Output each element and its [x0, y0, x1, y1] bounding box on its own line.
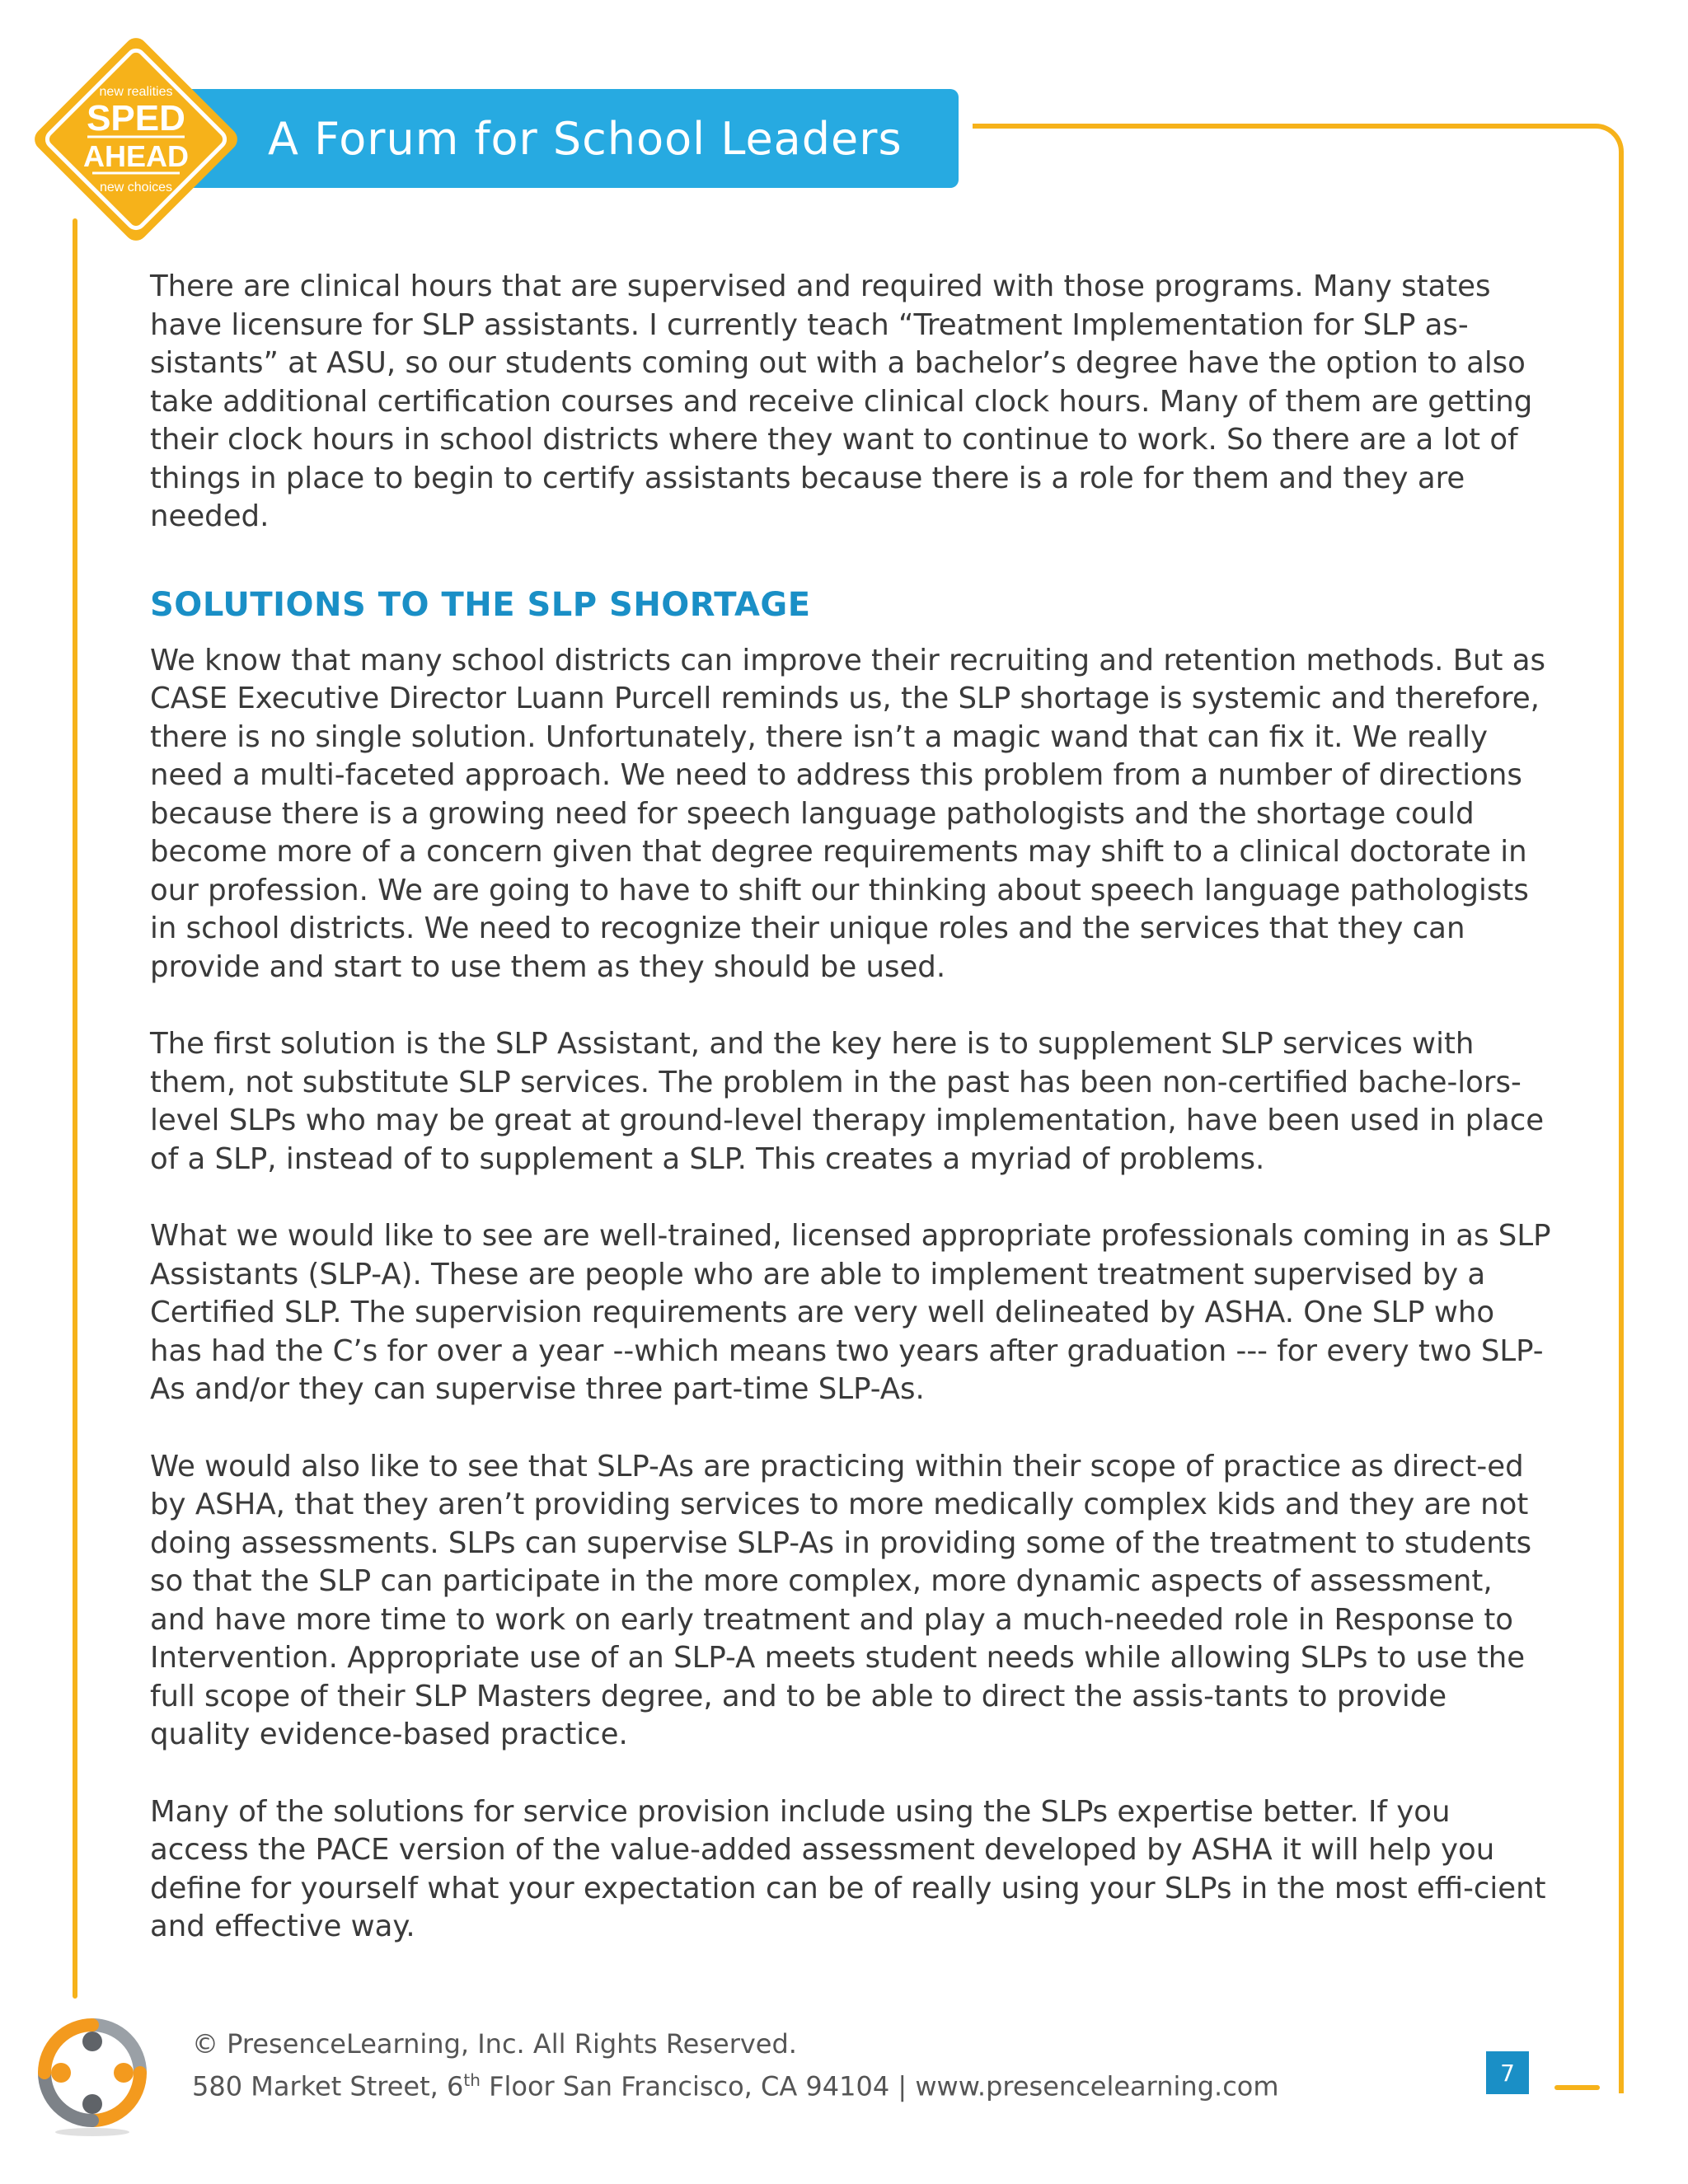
logo-word-ahead: AHEAD — [82, 139, 190, 173]
presencelearning-logo-icon — [35, 2015, 150, 2139]
paragraph-1: We know that many school districts can improve their recruiting and retention methods. But as CASE Executive Director Luann Purcell reminds us, the SLP shortage is systemic and therefore, there is no single solution. Unfortunately, there isn’t a magic wand that can fix it. We really need a multi-faceted approach. We need to address this problem from a number of directions because there is a growing need for speech language pathologists and the shortage could become more of a concern given that degree requirements may shift to a clinical doctorate in our profession. We are going to have to shift our thinking about speech language pathologists in school districts. We need to recognize their unique roles and the services that they can provide and start to use them as they should be used. — [150, 643, 1546, 984]
sped-ahead-logo — [28, 31, 244, 247]
paragraph-4: We would also like to see that SLP-As are practicing within their scope of practice as direct-ed by ASHA, that they aren’t providing services to more medically complex kids and they are not doing assessments. SLPs can supervise SLP-As in providing some of the treatment to students so that the SLP can participate in the more complex, more dynamic aspects of assessment, and have more time to work on early treatment and play a much-needed role in Response to Intervention. Appropriate use of an SLP-A meets student needs while allowing SLPs to use the full scope of their SLP Masters degree, and to be able to direct the assis-tants to provide quality evidence-based practice. — [150, 1449, 1532, 1751]
logo-top-text: new realities — [99, 85, 173, 99]
header-banner — [144, 89, 959, 188]
frame-left-rule — [73, 218, 77, 1999]
paragraph-5: Many of the solutions for service provision include using the SLPs expertise better. If you access the PACE version of the value-added assessment developed by ASHA it will help you define for yourself what your expectation can be of really using your SLPs in the most effi-cient and effective way. — [150, 1794, 1546, 1943]
paragraph-2: The first solution is the SLP Assistant, and the key here is to supplement SLP services with them, not substitute SLP services. The problem in the past has been non-certified bache-lors-level SLPs who may be great at ground-level therapy implementation, have been used in place of a SLP, instead of to supplement a SLP. This creates a myriad of problems. — [150, 1027, 1545, 1176]
logo-bottom-text: new choices — [99, 180, 173, 194]
page-number: 7 — [1486, 2051, 1529, 2094]
article-body — [150, 268, 1551, 1985]
logo-word-sped: SPED — [87, 98, 185, 138]
sped-ahead-diamond-icon — [28, 31, 244, 247]
footer-address: 580 Market Street, 6th Floor San Francisco, CA 94104 | www.presencelearning.com — [192, 2070, 1279, 2102]
section-heading: SOLUTIONS TO THE SLP SHORTAGE — [150, 585, 811, 624]
frame-bottom-rule — [1554, 2085, 1600, 2090]
intro-paragraph: There are clinical hours that are supervised and required with those programs. Many states have licensure for SLP assistants. I currently teach “Treatment Implementation for SLP as-sistants” at ASU, so our students coming out with a bachelor’s degree have the option to also take additional certification courses and receive clinical clock hours. Many of them are getting their clock hours in school districts where they want to continue to work. So there are a lot of things in place to begin to certify assistants because there is a role for them and they are needed. — [150, 269, 1533, 533]
paragraph-3: What we would like to see are well-trained, licensed appropriate professionals coming in as SLP Assistants (SLP-A). These are people who are able to implement treatment supervised by a Certified SLP. The supervision requirements are very well delineated by ASHA. One SLP who has had the C’s for over a year --which means two years after graduation --- for every two SLP-As and/or they can supervise three part-time SLP-As. — [150, 1219, 1551, 1406]
page-title: A Forum for School Leaders — [268, 112, 903, 165]
presencelearning-logo — [35, 2015, 150, 2139]
footer-copyright: © PresenceLearning, Inc. All Rights Reserved. — [192, 2028, 797, 2060]
footer-text — [192, 2026, 1279, 2105]
